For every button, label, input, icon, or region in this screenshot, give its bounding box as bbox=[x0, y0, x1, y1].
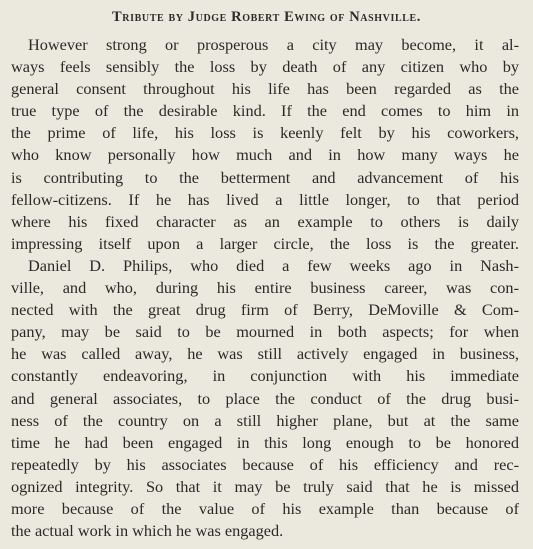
text-line: the actual work in which he was engaged. bbox=[11, 521, 284, 541]
text-line: fellow-citizens. If he has lived a little longer, to that period bbox=[11, 189, 519, 209]
text-line: ognized integrity. So that it may be truly said that he is missed bbox=[11, 476, 519, 496]
text-line: impressing itself upon a larger circle, the loss is the greater. bbox=[11, 233, 519, 253]
text-line: repeatedly by his associates because of his efficiency and rec- bbox=[11, 454, 519, 474]
text-line: more because of the value of his example than because of bbox=[11, 498, 519, 518]
text-line: pany, may be said to be mourned in both aspects; for when bbox=[11, 322, 519, 342]
text-line: the prime of life, his loss is keenly felt by his coworkers, bbox=[11, 123, 519, 143]
text-line: he was called away, he was still actively engaged in business, bbox=[11, 344, 519, 364]
text-line: ville, and who, during his entire business career, was con- bbox=[11, 278, 519, 298]
text-line: constantly endeavoring, in conjunction with his immediate bbox=[11, 366, 519, 386]
text-line: general consent throughout his life has been regarded as the bbox=[11, 79, 519, 99]
text-line: who know personally how much and in how many ways he bbox=[11, 145, 519, 165]
text-line: However strong or prosperous a city may become, it al- bbox=[28, 35, 519, 54]
page-title: Tribute by Judge Robert Ewing of Nashville. bbox=[112, 9, 421, 25]
text-line: Daniel D. Philips, who died a few weeks ago in Nash- bbox=[28, 255, 519, 275]
text-line: is contributing to the betterment and advancement of his bbox=[11, 167, 519, 187]
text-line: ness of the country on a still higher plane, but at the same bbox=[11, 410, 519, 430]
text-line: time he had been engaged in this long enough to be honored bbox=[11, 432, 519, 452]
text-line: nected with the great drug firm of Berry, DeMoville & Com- bbox=[11, 300, 519, 320]
text-line: where his fixed character as an example to others is daily bbox=[11, 211, 519, 231]
text-line: ways feels sensibly the loss by death of any citizen who by bbox=[11, 57, 519, 77]
text-line: true type of the desirable kind. If the end comes to him in bbox=[11, 101, 519, 121]
text-line: and general associates, to place the conduct of the drug busi- bbox=[11, 388, 519, 408]
article-body bbox=[11, 34, 519, 542]
